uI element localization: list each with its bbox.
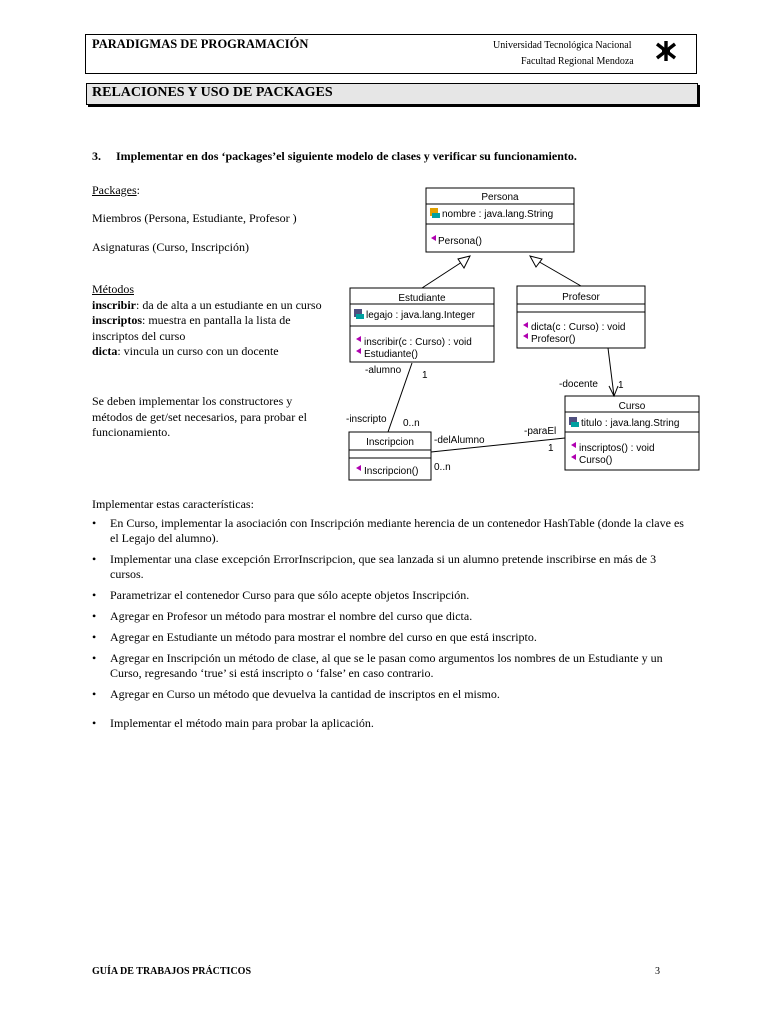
class-profesor xyxy=(517,286,645,348)
class-curso xyxy=(565,396,699,470)
metodo-desc: : muestra en pantalla la lista de inscriptos del curso xyxy=(92,313,291,343)
bullet: • xyxy=(92,588,97,602)
estudiante-op1: inscribir(c : Curso) : void xyxy=(364,337,472,348)
question-text: Implementar en dos ‘packages’el siguiente modelo de clases y verificar su funcionamiento. xyxy=(116,149,577,163)
list-item xyxy=(92,516,692,546)
bullet: • xyxy=(92,516,97,530)
role-inscripto: -inscripto xyxy=(346,414,387,425)
inscripcion-op: Inscripcion() xyxy=(364,466,419,477)
list-item xyxy=(92,630,692,645)
class-inscripcion xyxy=(349,432,431,480)
question-statement xyxy=(92,149,577,164)
footer-title: GUÍA DE TRABAJOS PRÁCTICOS xyxy=(92,966,252,977)
curso-name: Curso xyxy=(618,401,646,412)
feature-text: Agregar en Profesor un método para mostrar el nombre del curso que dicta. xyxy=(110,609,473,623)
class-persona xyxy=(426,188,574,252)
bullet: • xyxy=(92,630,97,644)
bullet: • xyxy=(92,687,97,701)
estudiante-attr: legajo : java.lang.Integer xyxy=(366,310,475,321)
uml-class-diagram xyxy=(330,180,710,485)
faculty-name: Facultad Regional Mendoza xyxy=(521,56,634,67)
bullet: • xyxy=(92,552,97,566)
question-number: 3. xyxy=(92,149,101,163)
curso-attr: titulo : java.lang.String xyxy=(581,418,680,429)
persona-name: Persona xyxy=(481,192,519,203)
profesor-name: Profesor xyxy=(562,292,600,303)
list-item xyxy=(92,609,692,624)
list-item xyxy=(92,552,692,582)
bullet: • xyxy=(92,651,97,665)
metodos-note: Se deben implementar los constructores y métodos de get/set necesarios, para probar el funcionamiento. xyxy=(92,394,307,439)
page-number: 3 xyxy=(655,966,660,977)
estudiante-op2: Estudiante() xyxy=(364,349,418,360)
features-heading: Implementar estas características: xyxy=(92,497,254,511)
curso-op1: inscriptos() : void xyxy=(579,443,655,454)
package-asignaturas: Asignaturas (Curso, Inscripción) xyxy=(92,240,249,254)
university-name: Universidad Tecnológica Nacional xyxy=(493,40,632,51)
bullet: • xyxy=(92,716,97,730)
packages-colon: : xyxy=(136,183,140,197)
metodo-inscriptos xyxy=(92,313,328,344)
mult-docente: 1 xyxy=(618,380,624,391)
metodo-desc: : da de alta a un estudiante en un curso xyxy=(136,297,322,312)
list-item xyxy=(92,716,692,731)
class-estudiante xyxy=(350,288,494,362)
metodo-name: inscriptos xyxy=(92,313,143,327)
features-list xyxy=(92,516,692,731)
persona-op: Persona() xyxy=(438,236,482,247)
profesor-op2: Profesor() xyxy=(531,334,576,345)
curso-op2: Curso() xyxy=(579,455,613,466)
feature-text: Implementar el método main para probar la aplicación. xyxy=(110,716,374,730)
metodos-block xyxy=(92,282,328,360)
inheritance-profesor-persona xyxy=(530,256,581,286)
persona-attr: nombre : java.lang.String xyxy=(442,209,554,220)
role-parael: -paraEl xyxy=(524,426,557,437)
profesor-op1: dicta(c : Curso) : void xyxy=(531,322,626,333)
metodo-name: inscribir xyxy=(92,297,136,312)
inscripcion-name: Inscripcion xyxy=(366,437,414,448)
metodo-dicta xyxy=(92,344,328,360)
role-docente: -docente xyxy=(559,379,598,390)
association-profesor-curso xyxy=(608,348,618,396)
utn-logo-icon xyxy=(655,40,677,62)
package-miembros: Miembros (Persona, Estudiante, Profesor ) xyxy=(92,211,297,225)
role-delalumno: -delAlumno xyxy=(434,435,485,446)
section-title: RELACIONES Y USO DE PACKAGES xyxy=(92,85,333,100)
feature-text: Parametrizar el contenedor Curso para que sólo acepte objetos Inscripción. xyxy=(110,588,470,602)
list-item xyxy=(92,687,692,702)
feature-text: Agregar en Curso un método que devuelva la cantidad de inscriptos en el mismo. xyxy=(110,687,500,701)
packages-heading: Packages xyxy=(92,183,137,197)
list-item xyxy=(92,651,692,681)
metodo-inscribir xyxy=(92,298,328,314)
feature-text: En Curso, implementar la asociación con Inscripción mediante herencia de un contenedor HashTable (donde la clave es el Legajo del alumno). xyxy=(110,516,684,545)
role-alumno: -alumno xyxy=(365,365,402,376)
mult-delalumno: 0..n xyxy=(434,462,451,473)
mult-alumno: 1 xyxy=(422,370,428,381)
bullet: • xyxy=(92,609,97,623)
feature-text: Agregar en Inscripción un método de clase, al que se le pasan como argumentos los nombres de un Estudiante y un Curso, regresando ‘true’ si está inscripto o ‘false’ en caso contrario. xyxy=(110,651,663,680)
mult-parael: 1 xyxy=(548,443,554,454)
estudiante-name: Estudiante xyxy=(398,293,446,304)
course-title: PARADIGMAS DE PROGRAMACIÓN xyxy=(92,37,309,51)
mult-inscripto: 0..n xyxy=(403,418,420,429)
inheritance-estudiante-persona xyxy=(422,256,470,288)
packages-heading-line xyxy=(92,183,140,199)
metodo-name: dicta xyxy=(92,344,118,358)
feature-text: Agregar en Estudiante un método para mostrar el nombre del curso en que está inscripto. xyxy=(110,630,537,644)
metodos-heading: Métodos xyxy=(92,282,134,296)
feature-text: Implementar una clase excepción ErrorInscripcion, que sea lanzada si un alumno pretende inscribirse en más de 3 cursos. xyxy=(110,552,657,581)
metodo-desc: : vincula un curso con un docente xyxy=(117,344,279,358)
list-item xyxy=(92,588,692,603)
